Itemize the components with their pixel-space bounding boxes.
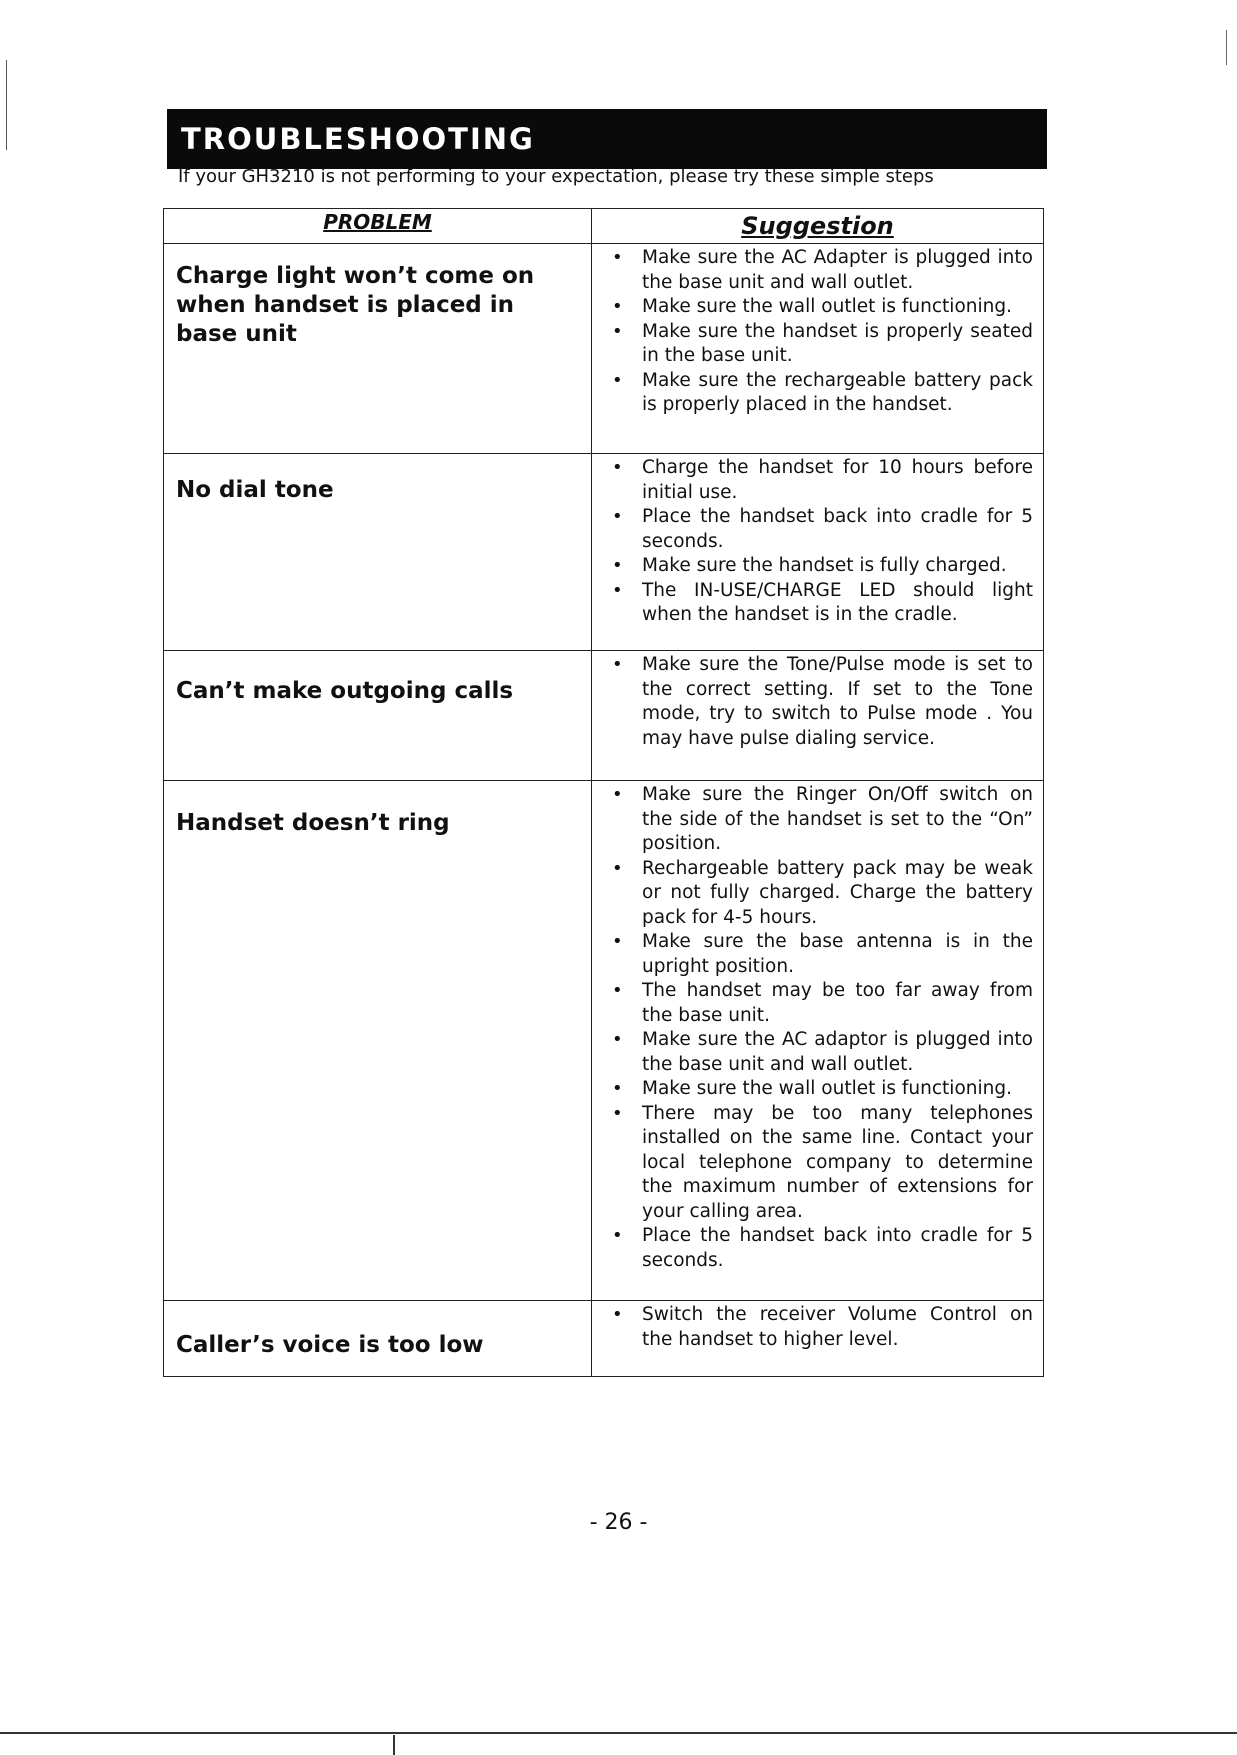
list-item: • Make sure the AC Adapter is plugged into the base unit and wall outlet. [612,247,1033,293]
scan-edge-mark [6,60,7,150]
column-header-suggestion: Suggestion [592,209,1044,244]
table-row [164,1301,1044,1377]
table-header-row [164,209,1044,244]
problem-text: No dial tone [176,477,334,503]
table-row [164,781,1044,1301]
suggestion-cell [592,244,1044,454]
suggestion-cell [592,1301,1044,1377]
list-item: • Place the handset back into cradle for 5 seconds. [612,1225,1033,1271]
suggestion-text: Make sure the base antenna is in the upright position. [642,931,1033,977]
suggestion-list [602,783,1033,1273]
list-item: • The handset may be too far away from the base unit. [612,980,1033,1026]
suggestion-text: Make sure the AC Adapter is plugged into the base unit and wall outlet. [642,247,1033,293]
suggestion-text: There may be too many telephones installed on the same line. Contact your local telephone company to determine the maximum number of extensions for your calling area. [642,1102,1033,1222]
section-title: TROUBLESHOOTING [167,109,1047,169]
suggestion-text: Make sure the Ringer On/Off switch on the side of the handset is set to the “On” position. [642,784,1033,854]
suggestion-text: Switch the receiver Volume Control on the handset to higher level. [642,1304,1033,1350]
suggestion-text: Make sure the handset is fully charged. [642,555,1007,576]
suggestion-text: Rechargeable battery pack may be weak or not fully charged. Charge the battery pack for 4-5 hours. [642,857,1033,928]
suggestion-text: Make sure the AC adaptor is plugged into the base unit and wall outlet. [642,1029,1033,1075]
scan-edge-mark [1226,30,1227,65]
suggestion-cell [592,454,1044,651]
column-header-problem: PROBLEM [164,209,592,244]
suggestion-list [602,1303,1033,1352]
suggestion-text: Place the handset back into cradle for 5 seconds. [642,1225,1033,1271]
scan-bottom-line [0,1732,1237,1734]
problem-text: Handset doesn’t ring [176,810,450,836]
intro-text: If your GH3210 is not performing to your expectation, please try these simple steps [178,166,934,187]
page-number: - 26 - [589,1510,648,1535]
suggestion-cell [592,651,1044,781]
list-item: • Make sure the AC adaptor is plugged into the base unit and wall outlet. [612,1029,1033,1075]
list-item: • Make sure the Tone/Pulse mode is set to the correct setting. If set to the Tone mode, try to switch to Pulse mode . You may have pulse dialing service. [612,654,1033,749]
problem-cell [164,244,592,454]
list-item: • Place the handset back into cradle for 5 seconds. [612,506,1033,552]
list-item: • Make sure the Ringer On/Off switch on the side of the handset is set to the “On” position. [612,784,1033,854]
suggestion-text: The IN-USE/CHARGE LED should light when the handset is in the cradle. [642,579,1033,625]
suggestion-text: The handset may be too far away from the base unit. [642,980,1033,1026]
list-item: • Make sure the wall outlet is functioning. [612,1078,1012,1099]
problem-text: Caller’s voice is too low [176,1332,484,1358]
list-item: • Charge the handset for 10 hours before initial use. [612,457,1033,503]
suggestion-text: Make sure the Tone/Pulse mode is set to the correct setting. If set to the Tone mode, try to switch to Pulse mode . You may have pulse dialing service. [642,654,1033,749]
suggestion-cell [592,781,1044,1301]
suggestion-list [602,456,1033,628]
list-item: • Switch the receiver Volume Control on the handset to higher level. [612,1304,1033,1350]
list-item: • The IN-USE/CHARGE LED should light when the handset is in the cradle. [612,579,1033,625]
list-item: • Rechargeable battery pack may be weak or not fully charged. Charge the battery pack for 4-5 hours. [612,857,1033,928]
table-row [164,651,1044,781]
table-row [164,454,1044,651]
suggestion-text: Make sure the wall outlet is functioning. [642,1078,1012,1099]
suggestion-list [602,246,1033,418]
list-item: • Make sure the handset is properly seated in the base unit. [612,320,1033,366]
troubleshooting-table [163,208,1044,1377]
suggestion-text: Make sure the handset is properly seated in the base unit. [642,320,1033,366]
list-item: • Make sure the wall outlet is functioning. [612,296,1012,317]
problem-text: Charge light won’t come on when handset is placed in base unit [176,263,535,347]
problem-cell [164,1301,592,1377]
problem-cell [164,454,592,651]
scan-bottom-tick [393,1735,395,1755]
list-item: • Make sure the base antenna is in the upright position. [612,931,1033,977]
list-item: • Make sure the handset is fully charged. [612,555,1007,576]
list-item: • There may be too many telephones installed on the same line. Contact your local telephone company to determine the maximum number of extensions for your calling area. [612,1102,1033,1222]
problem-cell [164,781,592,1301]
problem-cell [164,651,592,781]
problem-text: Can’t make outgoing calls [176,678,514,704]
suggestion-text: Place the handset back into cradle for 5 seconds. [642,506,1033,552]
list-item: • Make sure the rechargeable battery pack is properly placed in the handset. [612,369,1033,415]
table-row [164,244,1044,454]
suggestion-list [602,653,1033,751]
suggestion-text: Charge the handset for 10 hours before initial use. [642,457,1033,503]
suggestion-text: Make sure the rechargeable battery pack is properly placed in the handset. [642,369,1033,415]
suggestion-text: Make sure the wall outlet is functioning. [642,296,1012,317]
